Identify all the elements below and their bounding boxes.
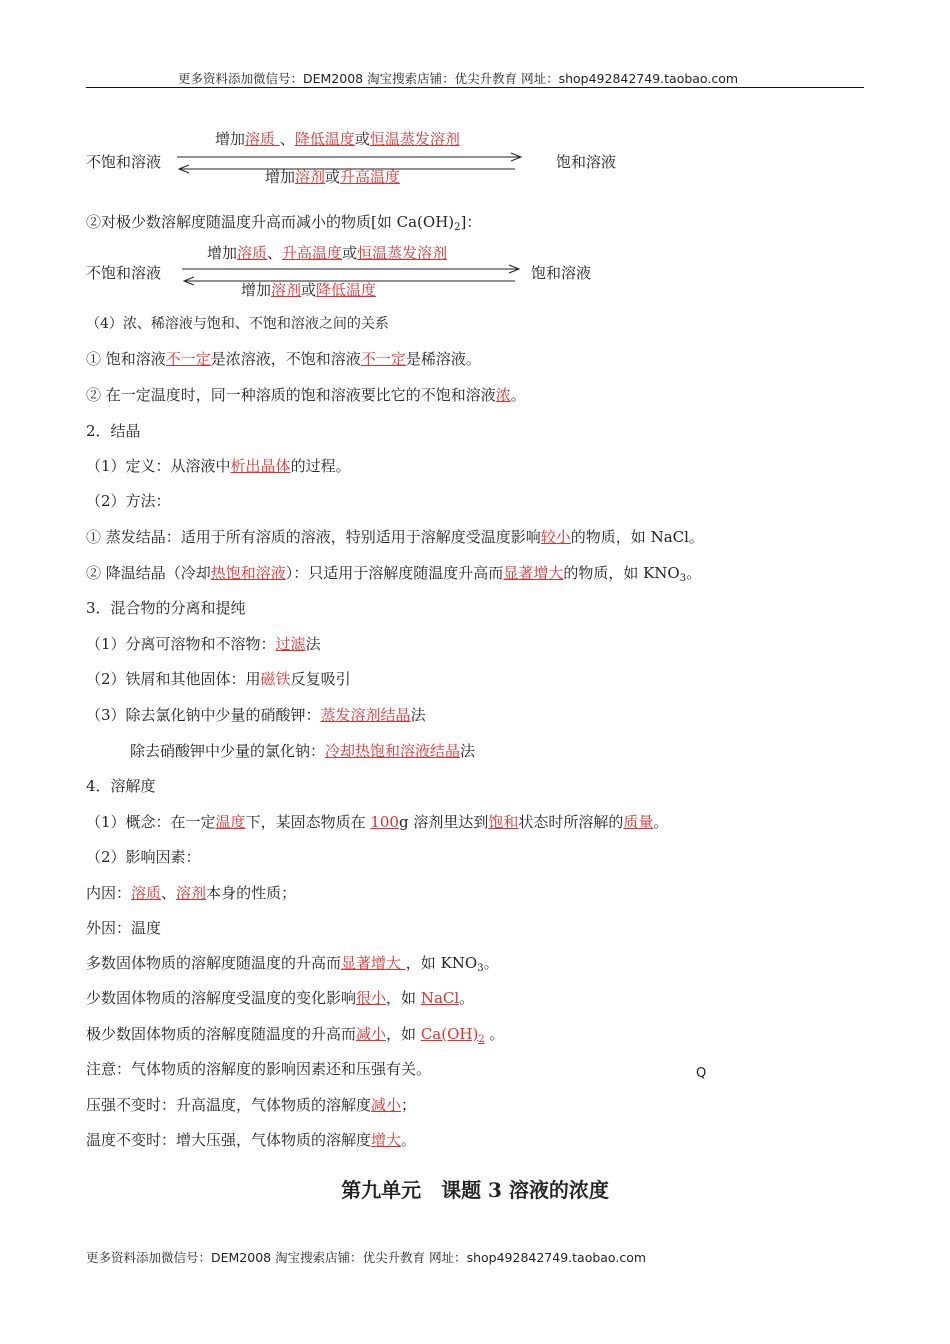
separation-heading: 3．混合物的分离和提纯 — [86, 599, 246, 617]
crystal-method-heading: （2）方法： — [86, 492, 171, 510]
solubility-rare-solids: 极少数固体物质的溶解度随温度的升高而减小，如 $Ca(OH)_2$ 。 — [86, 1025, 505, 1045]
diagram2-left-label: 不饱和溶液 — [86, 264, 162, 282]
solubility-internal-factors: 内因：溶质、溶剂本身的性质； — [86, 884, 297, 902]
diagram2-top-condition: 增加溶质、升高温度或恒温蒸发溶剂 — [207, 244, 448, 262]
relation-heading: （4）浓、稀溶液与饱和、不饱和溶液之间的关系 — [86, 316, 389, 332]
crystal-definition: （1）定义：从溶液中析出晶体的过程。 — [86, 457, 351, 475]
separation-item-1: （1）分离可溶物和不溶物：过滤法 — [86, 635, 321, 653]
diagram1-bottom-condition: 增加溶剂或升高温度 — [265, 168, 401, 186]
stray-mark: Q — [696, 1066, 707, 1081]
solubility-few-solids: 少数固体物质的溶解度受温度的变化影响很小，如 NaCl。 — [86, 989, 475, 1007]
diagram1-right-label: 饱和溶液 — [556, 153, 617, 171]
diagram1-left-label: 不饱和溶液 — [86, 153, 162, 171]
separation-item-2: （2）铁屑和其他固体：用磁铁反复吸引 — [86, 670, 351, 688]
diagram1-top-condition: 增加溶质 、降低温度或恒温蒸发溶剂 — [215, 130, 460, 148]
pressure-constant-line: 压强不变时：升高温度，气体物质的溶解度减小； — [86, 1096, 417, 1114]
solubility-most-solids: 多数固体物质的溶解度随温度的升高而显著增大 ，如 $KNO_3$。 — [86, 954, 499, 974]
diagram2-right-label: 饱和溶液 — [531, 264, 592, 282]
relation-line-2: ② 在一定温度时，同一种溶质的饱和溶液要比它的不饱和溶液浓。 — [86, 386, 526, 404]
solubility-factors-heading: （2）影响因素： — [86, 848, 201, 866]
solubility-heading: 4．溶解度 — [86, 777, 156, 795]
crystal-method-2: ② 降温结晶（冷却热饱和溶液）：只适用于溶解度随温度升高而显著增大的物质，如 $KNO_3$。 — [86, 564, 702, 584]
diagram2-bottom-condition: 增加溶剂或降低温度 — [241, 281, 377, 299]
crystal-heading: 2．结晶 — [86, 422, 141, 440]
header-rule — [86, 87, 864, 88]
page-header: 更多资料添加微信号：DEM2008 淘宝搜索店铺：优尖升教育 网址：shop492842749.taobao.com — [178, 71, 739, 86]
special-substance-note: ②对极少数溶解度随温度升高而减小的物质[如 $Ca(OH)_2$]： — [86, 213, 482, 233]
crystal-method-1: ① 蒸发结晶：适用于所有溶质的溶液，特别适用于溶解度受温度影响较小的物质，如 NaCl。 — [86, 528, 704, 546]
relation-line-1: ① 饱和溶液不一定是浓溶液，不饱和溶液不一定是稀溶液。 — [86, 350, 481, 368]
section-title: 第九单元 课题 3 溶液的浓度 — [341, 1178, 609, 1202]
page-footer: 更多资料添加微信号：DEM2008 淘宝搜索店铺：优尖升教育 网址：shop492842749.taobao.com — [86, 1250, 647, 1265]
temperature-constant-line: 温度不变时：增大压强，气体物质的溶解度增大。 — [86, 1131, 417, 1149]
gas-solubility-note: 注意：气体物质的溶解度的影响因素还和压强有关。 — [86, 1060, 432, 1078]
separation-item-4: 除去硝酸钾中少量的氯化钠：冷却热饱和溶液结晶法 — [130, 742, 476, 760]
solubility-external-factors: 外因：温度 — [86, 919, 162, 937]
solubility-concept: （1）概念：在一定温度下，某固态物质在 100g 溶剂里达到饱和状态时所溶解的质量。 — [86, 813, 669, 831]
separation-item-3: （3）除去氯化钠中少量的硝酸钾：蒸发溶剂结晶法 — [86, 706, 426, 724]
